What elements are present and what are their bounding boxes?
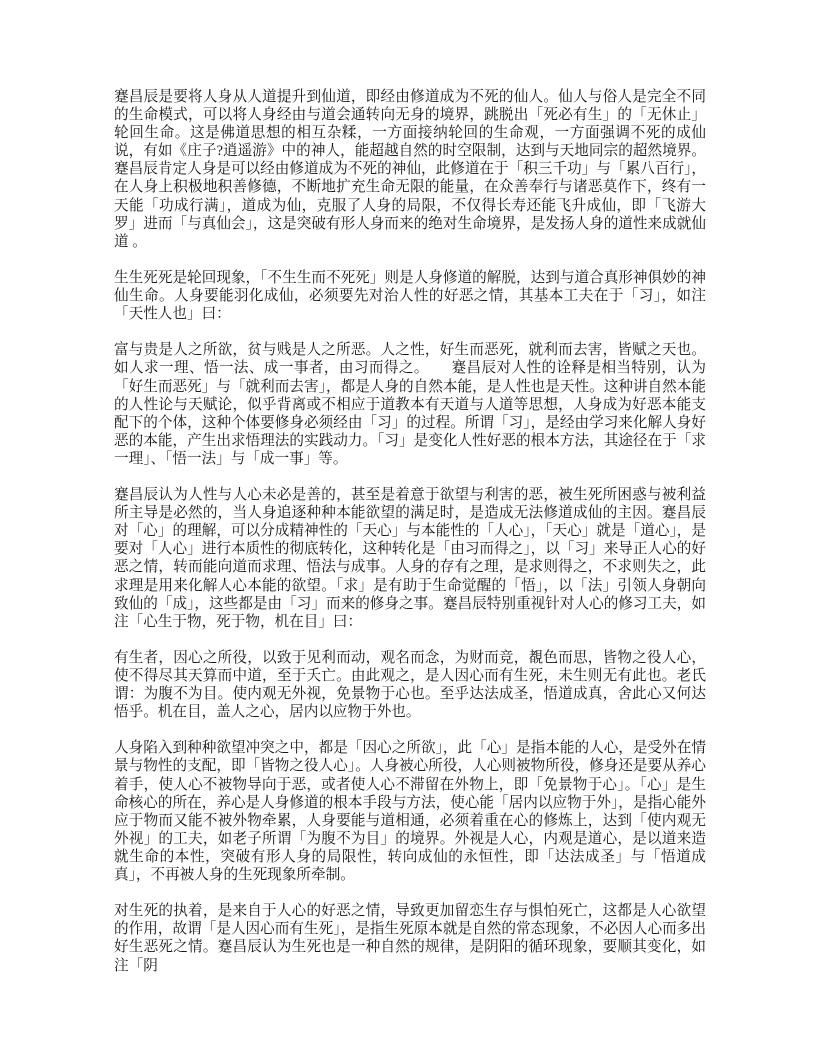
paragraph: 有生者，因心之所役，以致于见利而动，观名而念，为财而竞，覩色而思，皆物之役人心，使不得尽其天算而中道，至于夭亡。由此观之，是人因心而有生死，未生则无有此也。老氏谓：为腹不为目。使内观无外视，免景物于心也。至乎达法成圣，悟道成真，舍此心又何达悟乎。机在目，盖人之心，居内以应物于外也。 (114, 649, 706, 721)
paragraph: 富与贵是人之所欲，贫与贱是人之所恶。人之性，好生而恶死，就利而去害，皆赋之天也。如人求一理、悟一法、成一事者，由习而得之。 蹇昌辰对人性的诠释是相当特别，认为「好生而恶死」与「就利而去害」，都是人身的自然本能，是人性也是天性。这种讲自然本能的人性论与天赋论，似乎背离或不相应于道教本有天道与人道等思想，人身成为好恶本能支配下的个体，这种个体要修身必须经由「习」的过程。所谓「习」，是经由学习来化解人身好恶的本能，产生出求悟理法的实践动力。「习」是变化人性好恶的根本方法，其途径在于「求一理」、「悟一法」与「成一事」等。 (114, 342, 706, 467)
paragraph: 人身陷入到种种欲望冲突之中，都是「因心之所欲」，此「心」是指本能的人心，是受外在情景与物性的支配，即「皆物之役人心」。人身被心所役，人心则被物所役，修身还是要从养心着手，使人心不被物导向于恶，或者使人心不滞留在外物上，即「免景物于心」。「心」是生命核心的所在，养心是人身修道的根本手段与方法，使心能「居内以应物于外」，是指心能外应于物而又能不被外物牵累，人身要能与道相通，必须着重在心的修炼上，达到「使内观无外视」的工夫，如老子所谓「为腹不为目」的境界。外视是人心，内观是道心，是以道来造就生命的本性，突破有形人身的局限性，转向成仙的永恒性，即「达法成圣」与「悟道成真」，不再被人身的生死现象所牵制。 (114, 740, 706, 884)
paragraph: 对生死的执着，是来自于人心的好恶之情，导致更加留恋生存与惧怕死亡，这都是人心欲望的作用，故谓「是人因心而有生死」，是指生死原本就是自然的常态现象，不必因人心而多出好生恶死之情。蹇昌辰认为生死也是一种自然的规律，是阴阳的循环现象，要顺其变化，如注「阴 (114, 903, 706, 974)
text-block (114, 88, 706, 975)
paragraph: 生生死死是轮回现象，「不生生而不死死」则是人身修道的解脱，达到与道合真形神俱妙的神仙生命。人身要能羽化成仙，必须要先对治人性的好恶之情，其基本工夫在于「习」，如注「天性人也」曰： (114, 269, 706, 323)
paragraph: 蹇昌辰是要将人身从人道提升到仙道，即经由修道成为不死的仙人。仙人与俗人是完全不同的生命模式，可以将人身经由与道会通转向无身的境界，跳脱出「死必有生」的「无休止」轮回生命。这是佛道思想的相互杂糅，一方面接纳轮回的生命观，一方面强调不死的成仙说，有如《庄子?逍遥游》中的神人，能超越自然的时空限制，达到与天地同宗的超然境界。蹇昌辰肯定人身是可以经由修道成为不死的神仙，此修道在于「积三千功」与「累八百行」，在人身上积极地积善修德，不断地扩充生命无限的能量，在众善奉行与诸恶莫作下，终有一天能「功成行满」，道成为仙，克服了人身的局限，不仅得长寿还能飞升成仙，即「飞游大罗」进而「与真仙会」，这是突破有形人身而来的绝对生命境界，是发扬人身的道性来成就仙道 。 (114, 89, 706, 250)
paragraph: 蹇昌辰认为人性与人心未必是善的，甚至是着意于欲望与利害的恶，被生死所困惑与被利益所主导是必然的，当人身追逐种种本能欲望的满足时，是造成无法修道成仙的主因。蹇昌辰对「心」的理解，可以分成精神性的「天心」与本能性的「人心」，「天心」就是「道心」，是要对「人心」进行本质性的彻底转化，这种转化是「由习而得之」，以「习」来导正人心的好恶之情，转而能向道而求理、悟法与成事。人身的存有之理，是求则得之，不求则失之，此求理是用来化解人心本能的欲望。「求」是有助于生命觉醒的「悟」，以「法」引领人身朝向致仙的「成」，这些都是由「习」而来的修身之事。蹇昌辰特别重视针对人心的修习工夫，如注「心生于物，死于物，机在目」曰： (114, 487, 706, 630)
